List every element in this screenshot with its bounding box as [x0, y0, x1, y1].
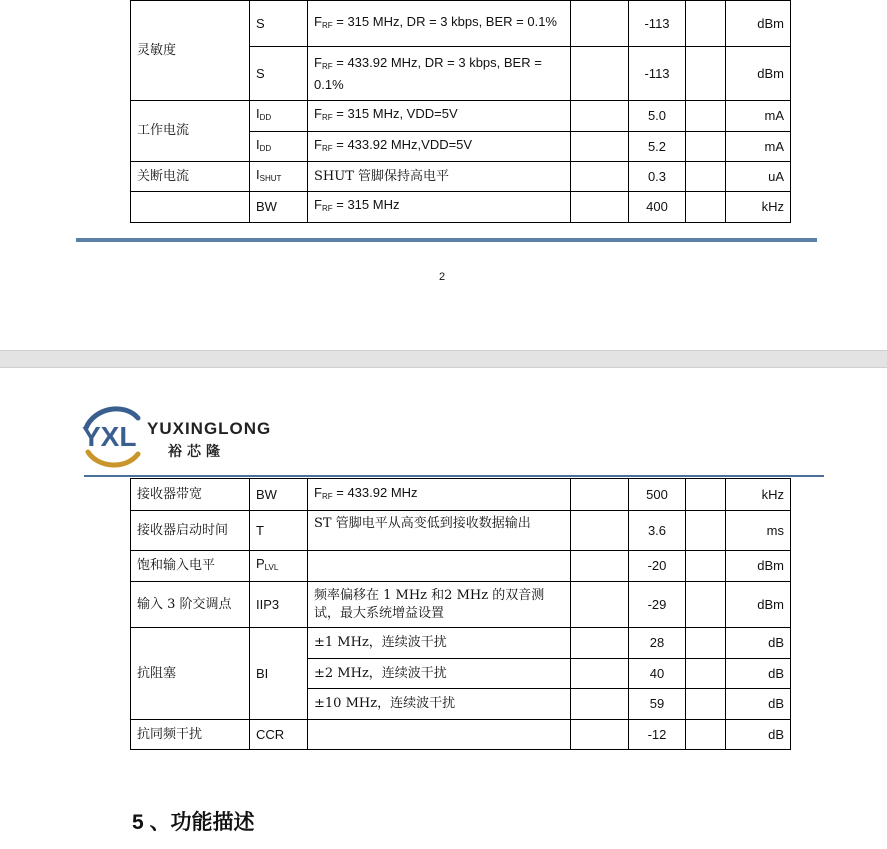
min-cell [571, 582, 629, 628]
param-cell: 输入 3 阶交调点 [131, 582, 250, 628]
min-cell [571, 101, 629, 132]
table-row [131, 720, 791, 750]
typ-cell: 5.2 [629, 132, 686, 162]
param-cell: 关断电流 [131, 162, 250, 192]
typ-cell: -12 [629, 720, 686, 750]
unit-cell: mA [726, 132, 791, 162]
min-cell [571, 511, 629, 551]
condition-cell: SHUT 管脚保持高电平 [308, 162, 571, 192]
symbol-cell: $I_{DD}$ [250, 132, 308, 162]
min-cell [571, 659, 629, 689]
condition-cell: $F_{RF} = 315$ MHz, DR = 3 kbps, BER = 0.1% [308, 1, 571, 47]
table-row [131, 628, 791, 659]
max-cell [686, 659, 726, 689]
logo-cn-name: 裕芯隆 [168, 444, 225, 460]
min-cell [571, 479, 629, 511]
min-cell [571, 551, 629, 582]
typ-cell: -113 [629, 47, 686, 101]
min-cell [571, 132, 629, 162]
unit-cell: kHz [726, 479, 791, 511]
param-cell [131, 192, 250, 223]
typ-cell: -20 [629, 551, 686, 582]
typ-cell: 400 [629, 192, 686, 223]
condition-cell: $F_{RF} = 433.92$ MHz [308, 479, 571, 511]
max-cell [686, 689, 726, 720]
symbol-cell: BW [250, 479, 308, 511]
condition-cell: ±2 MHz，连续波干扰 [308, 659, 571, 689]
typ-cell: 40 [629, 659, 686, 689]
unit-cell: dBm [726, 1, 791, 47]
min-cell [571, 720, 629, 750]
typ-cell: 3.6 [629, 511, 686, 551]
min-cell [571, 47, 629, 101]
symbol-cell: IIP3 [250, 582, 308, 628]
spec-table-bottom [130, 478, 791, 750]
unit-cell: mA [726, 101, 791, 132]
typ-cell: 5.0 [629, 101, 686, 132]
section-title: 5 、功能描述 [132, 811, 255, 834]
param-cell: 灵敏度 [131, 1, 250, 101]
typ-cell: -29 [629, 582, 686, 628]
unit-cell: uA [726, 162, 791, 192]
symbol-cell: T [250, 511, 308, 551]
param-cell: 工作电流 [131, 101, 250, 162]
table-row [131, 551, 791, 582]
typ-cell: 500 [629, 479, 686, 511]
param-cell: 饱和输入电平 [131, 551, 250, 582]
page-top [0, 0, 887, 350]
param-cell: 接收器带宽 [131, 479, 250, 511]
page-header-rule [84, 475, 824, 477]
min-cell [571, 162, 629, 192]
max-cell [686, 1, 726, 47]
min-cell [571, 628, 629, 659]
param-cell: 抗阻塞 [131, 628, 250, 720]
param-cell: 抗同频干扰 [131, 720, 250, 750]
table-row [131, 582, 791, 628]
condition-cell: ST 管脚电平从高变低到接收数据输出 [308, 511, 571, 551]
table-row [131, 162, 791, 192]
typ-cell: 59 [629, 689, 686, 720]
min-cell [571, 689, 629, 720]
max-cell [686, 479, 726, 511]
max-cell [686, 628, 726, 659]
condition-cell: ±10 MHz，连续波干扰 [308, 689, 571, 720]
page-footer-rule [76, 238, 817, 242]
unit-cell: dB [726, 659, 791, 689]
max-cell [686, 582, 726, 628]
table-row [131, 1, 791, 47]
param-cell: 接收器启动时间 [131, 511, 250, 551]
page-separator [0, 350, 887, 368]
condition-cell: $F_{RF} = 315$ MHz [308, 192, 571, 223]
table-row [131, 479, 791, 511]
condition-cell: 频率偏移在 1 MHz 和2 MHz 的双音测试，最大系统增益设置 [308, 582, 571, 628]
unit-cell: kHz [726, 192, 791, 223]
max-cell [686, 162, 726, 192]
symbol-cell: BW [250, 192, 308, 223]
condition-cell [308, 720, 571, 750]
condition-cell [308, 551, 571, 582]
logo-name: YUXINGLONG [147, 419, 272, 438]
symbol-cell: $I_{DD}$ [250, 101, 308, 132]
spec-table-top [130, 0, 791, 223]
unit-cell: dBm [726, 47, 791, 101]
max-cell [686, 47, 726, 101]
unit-cell: dB [726, 628, 791, 659]
symbol-cell: $P_{LVL}$ [250, 551, 308, 582]
table-row [131, 511, 791, 551]
unit-cell: dBm [726, 582, 791, 628]
max-cell [686, 101, 726, 132]
symbol-cell: S [250, 1, 308, 47]
condition-cell: $F_{RF} = 315$ MHz, VDD=5V [308, 101, 571, 132]
max-cell [686, 511, 726, 551]
symbol-cell: S [250, 47, 308, 101]
condition-cell: ±1 MHz，连续波干扰 [308, 628, 571, 659]
logo-mark: YXL [82, 421, 137, 452]
table-row [131, 101, 791, 132]
typ-cell: 0.3 [629, 162, 686, 192]
max-cell [686, 551, 726, 582]
unit-cell: dBm [726, 551, 791, 582]
symbol-cell: BI [250, 628, 308, 720]
min-cell [571, 192, 629, 223]
unit-cell: dB [726, 689, 791, 720]
typ-cell: -113 [629, 1, 686, 47]
max-cell [686, 192, 726, 223]
symbol-cell: $I_{SHUT}$ [250, 162, 308, 192]
min-cell [571, 1, 629, 47]
typ-cell: 28 [629, 628, 686, 659]
condition-cell: $F_{RF} = 433.92$ MHz, DR = 3 kbps, BER = 0.1% [308, 47, 571, 101]
table-row [131, 192, 791, 223]
unit-cell: ms [726, 511, 791, 551]
max-cell [686, 132, 726, 162]
max-cell [686, 720, 726, 750]
page-number: 2 [438, 271, 446, 283]
unit-cell: dB [726, 720, 791, 750]
condition-cell: $F_{RF} = 433.92$ MHz,VDD=5V [308, 132, 571, 162]
symbol-cell: CCR [250, 720, 308, 750]
